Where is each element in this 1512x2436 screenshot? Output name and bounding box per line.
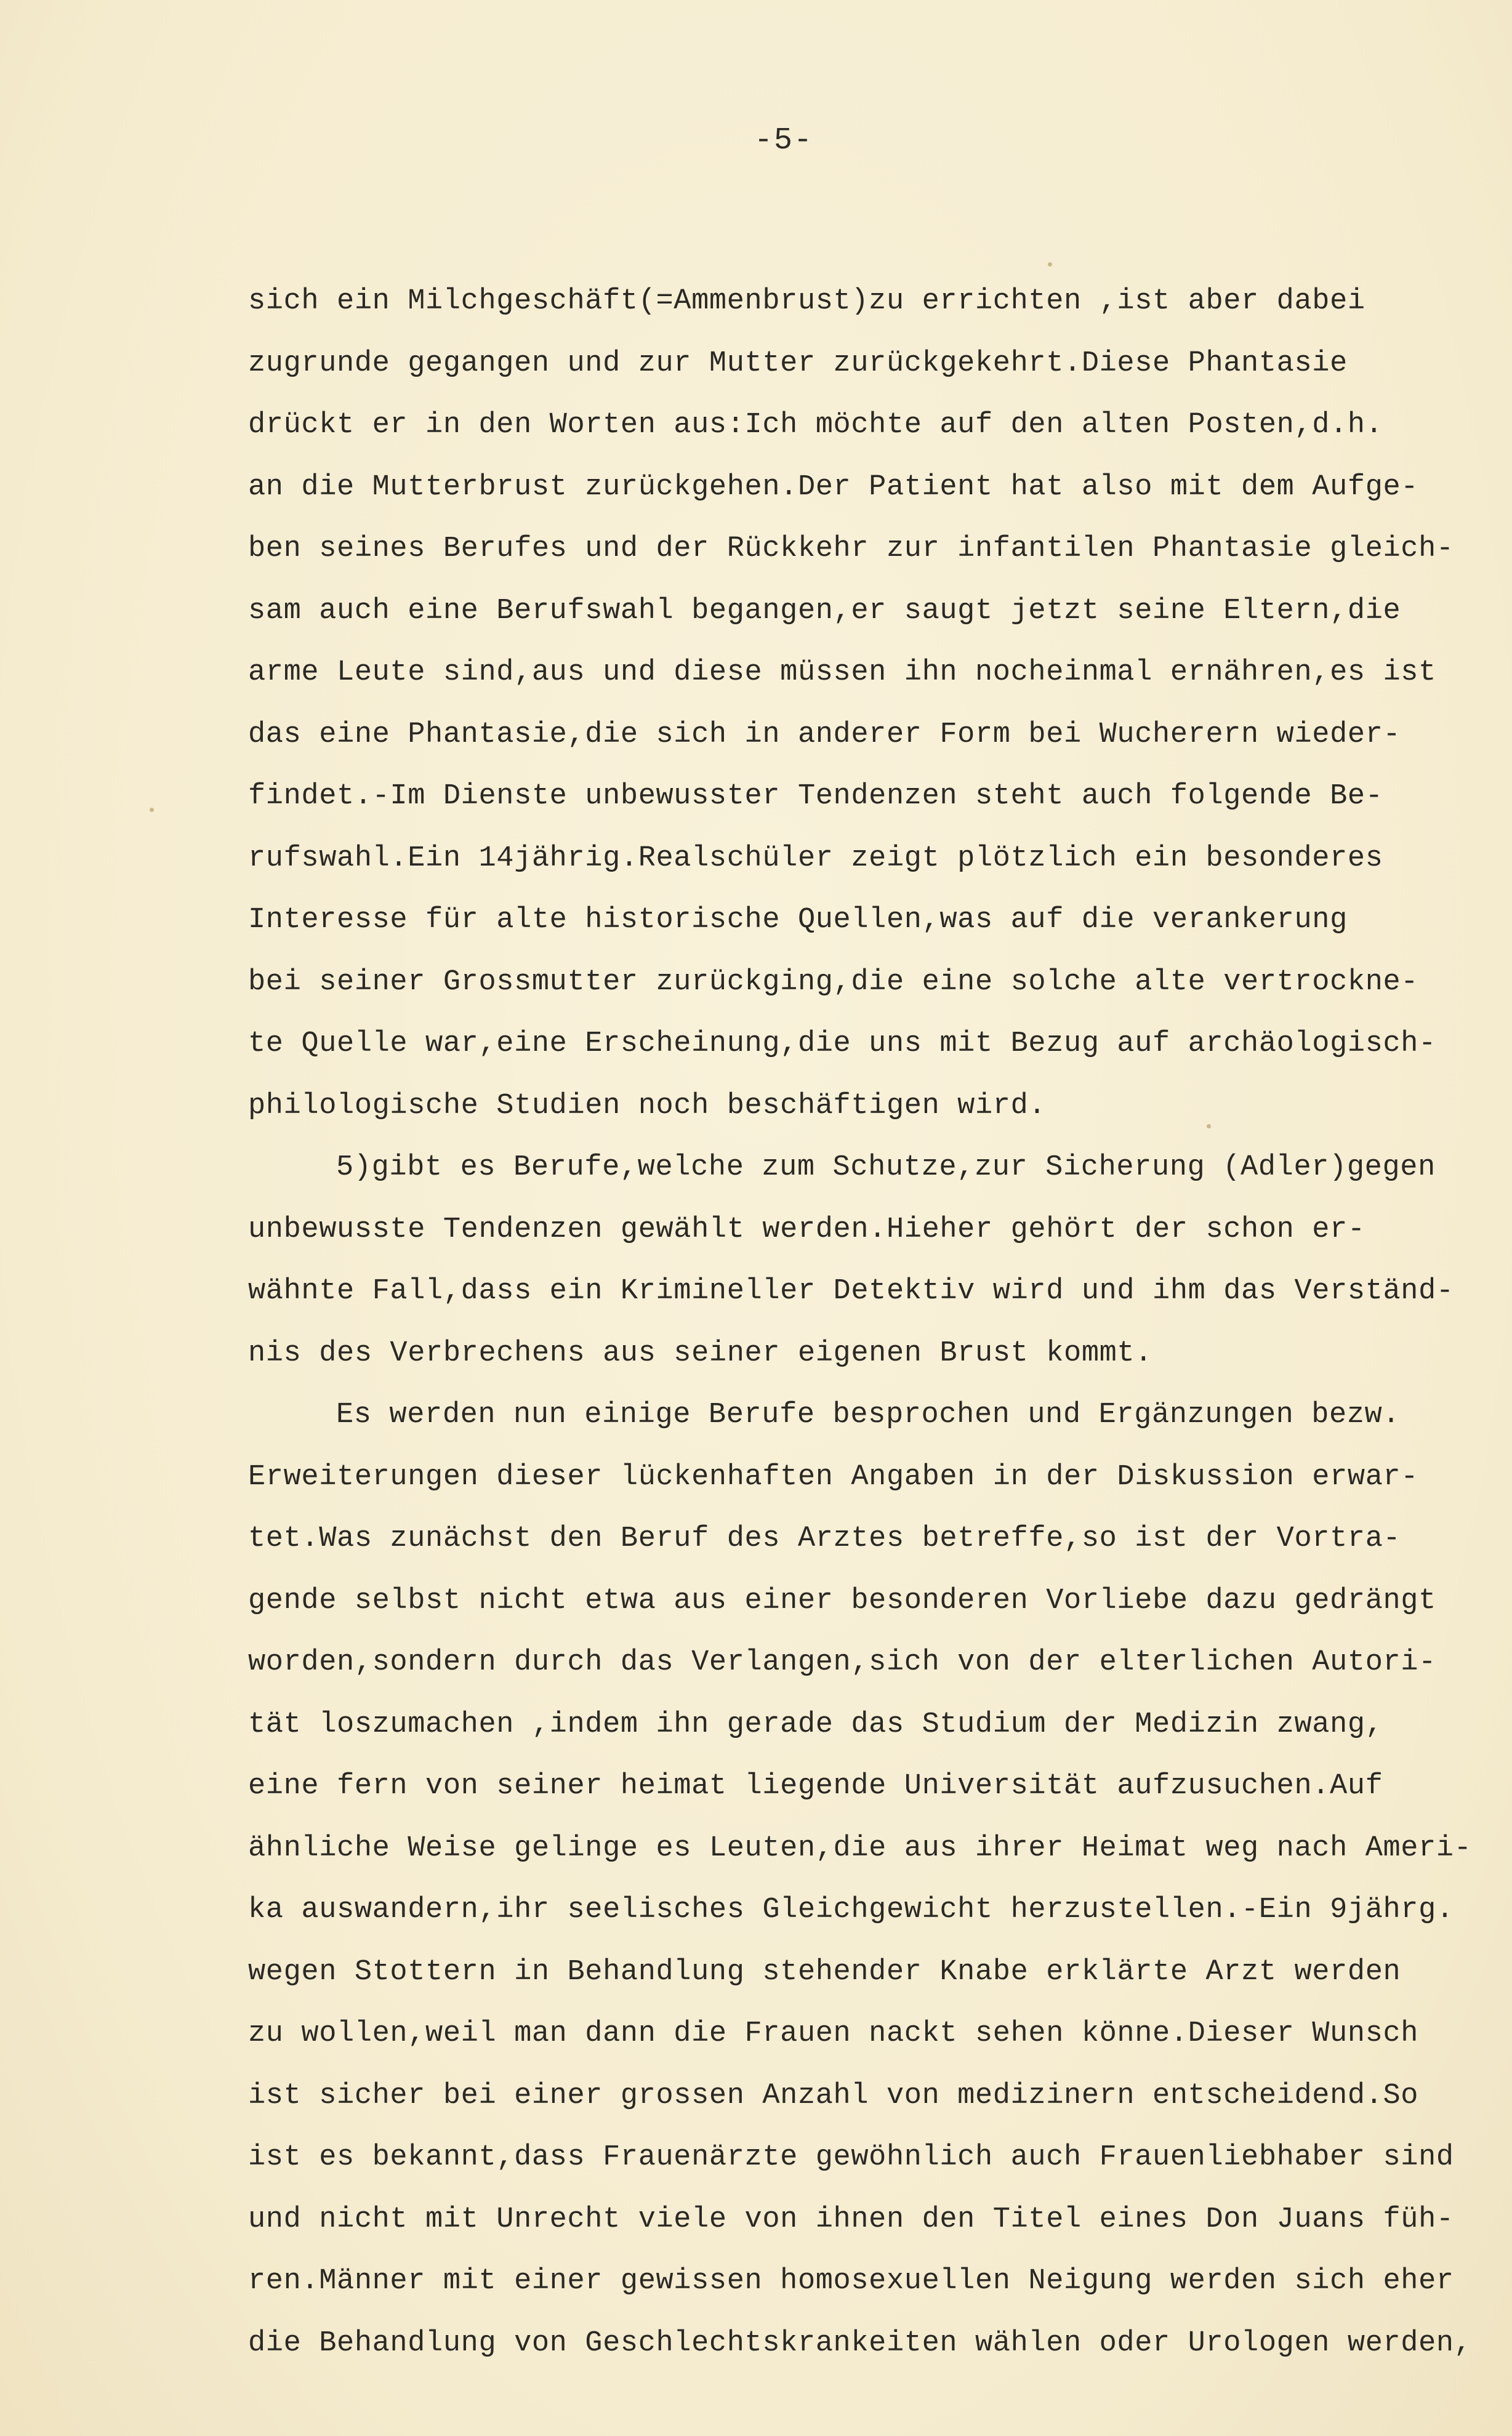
- paper-speck: [1207, 1124, 1211, 1128]
- text-line: tät loszumachen ,indem ihn gerade das Studium der Medizin zwang,: [248, 1708, 1383, 1741]
- text-line: wähnte Fall,dass ein Krimineller Detektiv wird und ihm das Verständ-: [248, 1275, 1454, 1308]
- text-line: bei seiner Grossmutter zurückging,die eine solche alte vertrockne-: [248, 965, 1419, 999]
- text-line: an die Mutterbrust zurückgehen.Der Patient hat also mit dem Aufge-: [248, 470, 1419, 504]
- text-line: ka auswandern,ihr seelisches Gleichgewicht herzustellen.-Ein 9jährg.: [248, 1894, 1454, 1926]
- text-line: gende selbst nicht etwa aus einer besonderen Vorliebe dazu gedrängt: [248, 1584, 1436, 1617]
- text-line: rufswahl.Ein 14jährig.Realschüler zeigt plötzlich ein besonderes: [248, 842, 1383, 875]
- text-line: philologische Studien noch beschäftigen wird.: [248, 1089, 1047, 1122]
- text-line: sich ein Milchgeschäft(=Ammenbrust)zu errichten ,ist aber dabei: [248, 285, 1365, 318]
- text-line: das eine Phantasie,die sich in anderer Form bei Wucherern wieder-: [248, 718, 1401, 751]
- text-line: Interesse für alte historische Quellen,was auf die verankerung: [248, 904, 1348, 936]
- text-line: die Behandlung von Geschlechtskrankeiten wählen oder Urologen werden,: [248, 2326, 1472, 2360]
- paper-speck: [150, 808, 154, 812]
- text-line: und nicht mit Unrecht viele von ihnen den Titel eines Don Juans füh-: [248, 2203, 1454, 2236]
- text-line: zu wollen,weil man dann die Frauen nackt sehen könne.Dieser Wunsch: [248, 2017, 1419, 2050]
- text-line-paragraph-start: 5)gibt es Berufe,welche zum Schutze,zur Sicherung (Adler)gegen: [336, 1151, 1436, 1184]
- text-line: arme Leute sind,aus und diese müssen ihn nocheinmal ernähren,es ist: [248, 656, 1436, 689]
- text-line-paragraph-start: Es werden nun einige Berufe besprochen und Ergänzungen bezw.: [336, 1399, 1401, 1431]
- text-line: wegen Stottern in Behandlung stehender Knabe erklärte Arzt werden: [248, 1955, 1401, 1988]
- text-line: ist sicher bei einer grossen Anzahl von medizinern entscheidend.So: [248, 2079, 1419, 2112]
- text-line: eine fern von seiner heimat liegende Universität aufzusuchen.Auf: [248, 1770, 1383, 1803]
- body-text: [248, 271, 1486, 2374]
- text-line: drückt er in den Worten aus:Ich möchte auf den alten Posten,d.h.: [248, 409, 1383, 441]
- text-line: findet.-Im Dienste unbewusster Tendenzen steht auch folgende Be-: [248, 780, 1383, 813]
- text-line: ist es bekannt,dass Frauenärzte gewöhnlich auch Frauenliebhaber sind: [248, 2141, 1454, 2174]
- text-line: ben seines Berufes und der Rückkehr zur infantilen Phantasie gleich-: [248, 533, 1454, 565]
- text-line: Erweiterungen dieser lückenhaften Angaben in der Diskussion erwar-: [248, 1460, 1419, 1493]
- text-line: ren.Männer mit einer gewissen homosexuellen Neigung werden sich eher: [248, 2265, 1454, 2297]
- text-line: zugrunde gegangen und zur Mutter zurückgekehrt.Diese Phantasie: [248, 347, 1348, 380]
- text-line: tet.Was zunächst den Beruf des Arztes betreffe,so ist der Vortra-: [248, 1522, 1401, 1555]
- text-line: unbewusste Tendenzen gewählt werden.Hieher gehört der schon er-: [248, 1213, 1365, 1246]
- paper-speck: [1048, 262, 1052, 267]
- page-number: -5-: [754, 123, 814, 158]
- text-line: worden,sondern durch das Verlangen,sich von der elterlichen Autori-: [248, 1646, 1436, 1679]
- text-line: sam auch eine Berufswahl begangen,er saugt jetzt seine Eltern,die: [248, 594, 1401, 627]
- text-line: ähnliche Weise gelinge es Leuten,die aus ihrer Heimat weg nach Ameri-: [248, 1831, 1472, 1865]
- text-line: nis des Verbrechens aus seiner eigenen Brust kommt.: [248, 1337, 1153, 1370]
- text-line: te Quelle war,eine Erscheinung,die uns mit Bezug auf archäologisch-: [248, 1027, 1436, 1060]
